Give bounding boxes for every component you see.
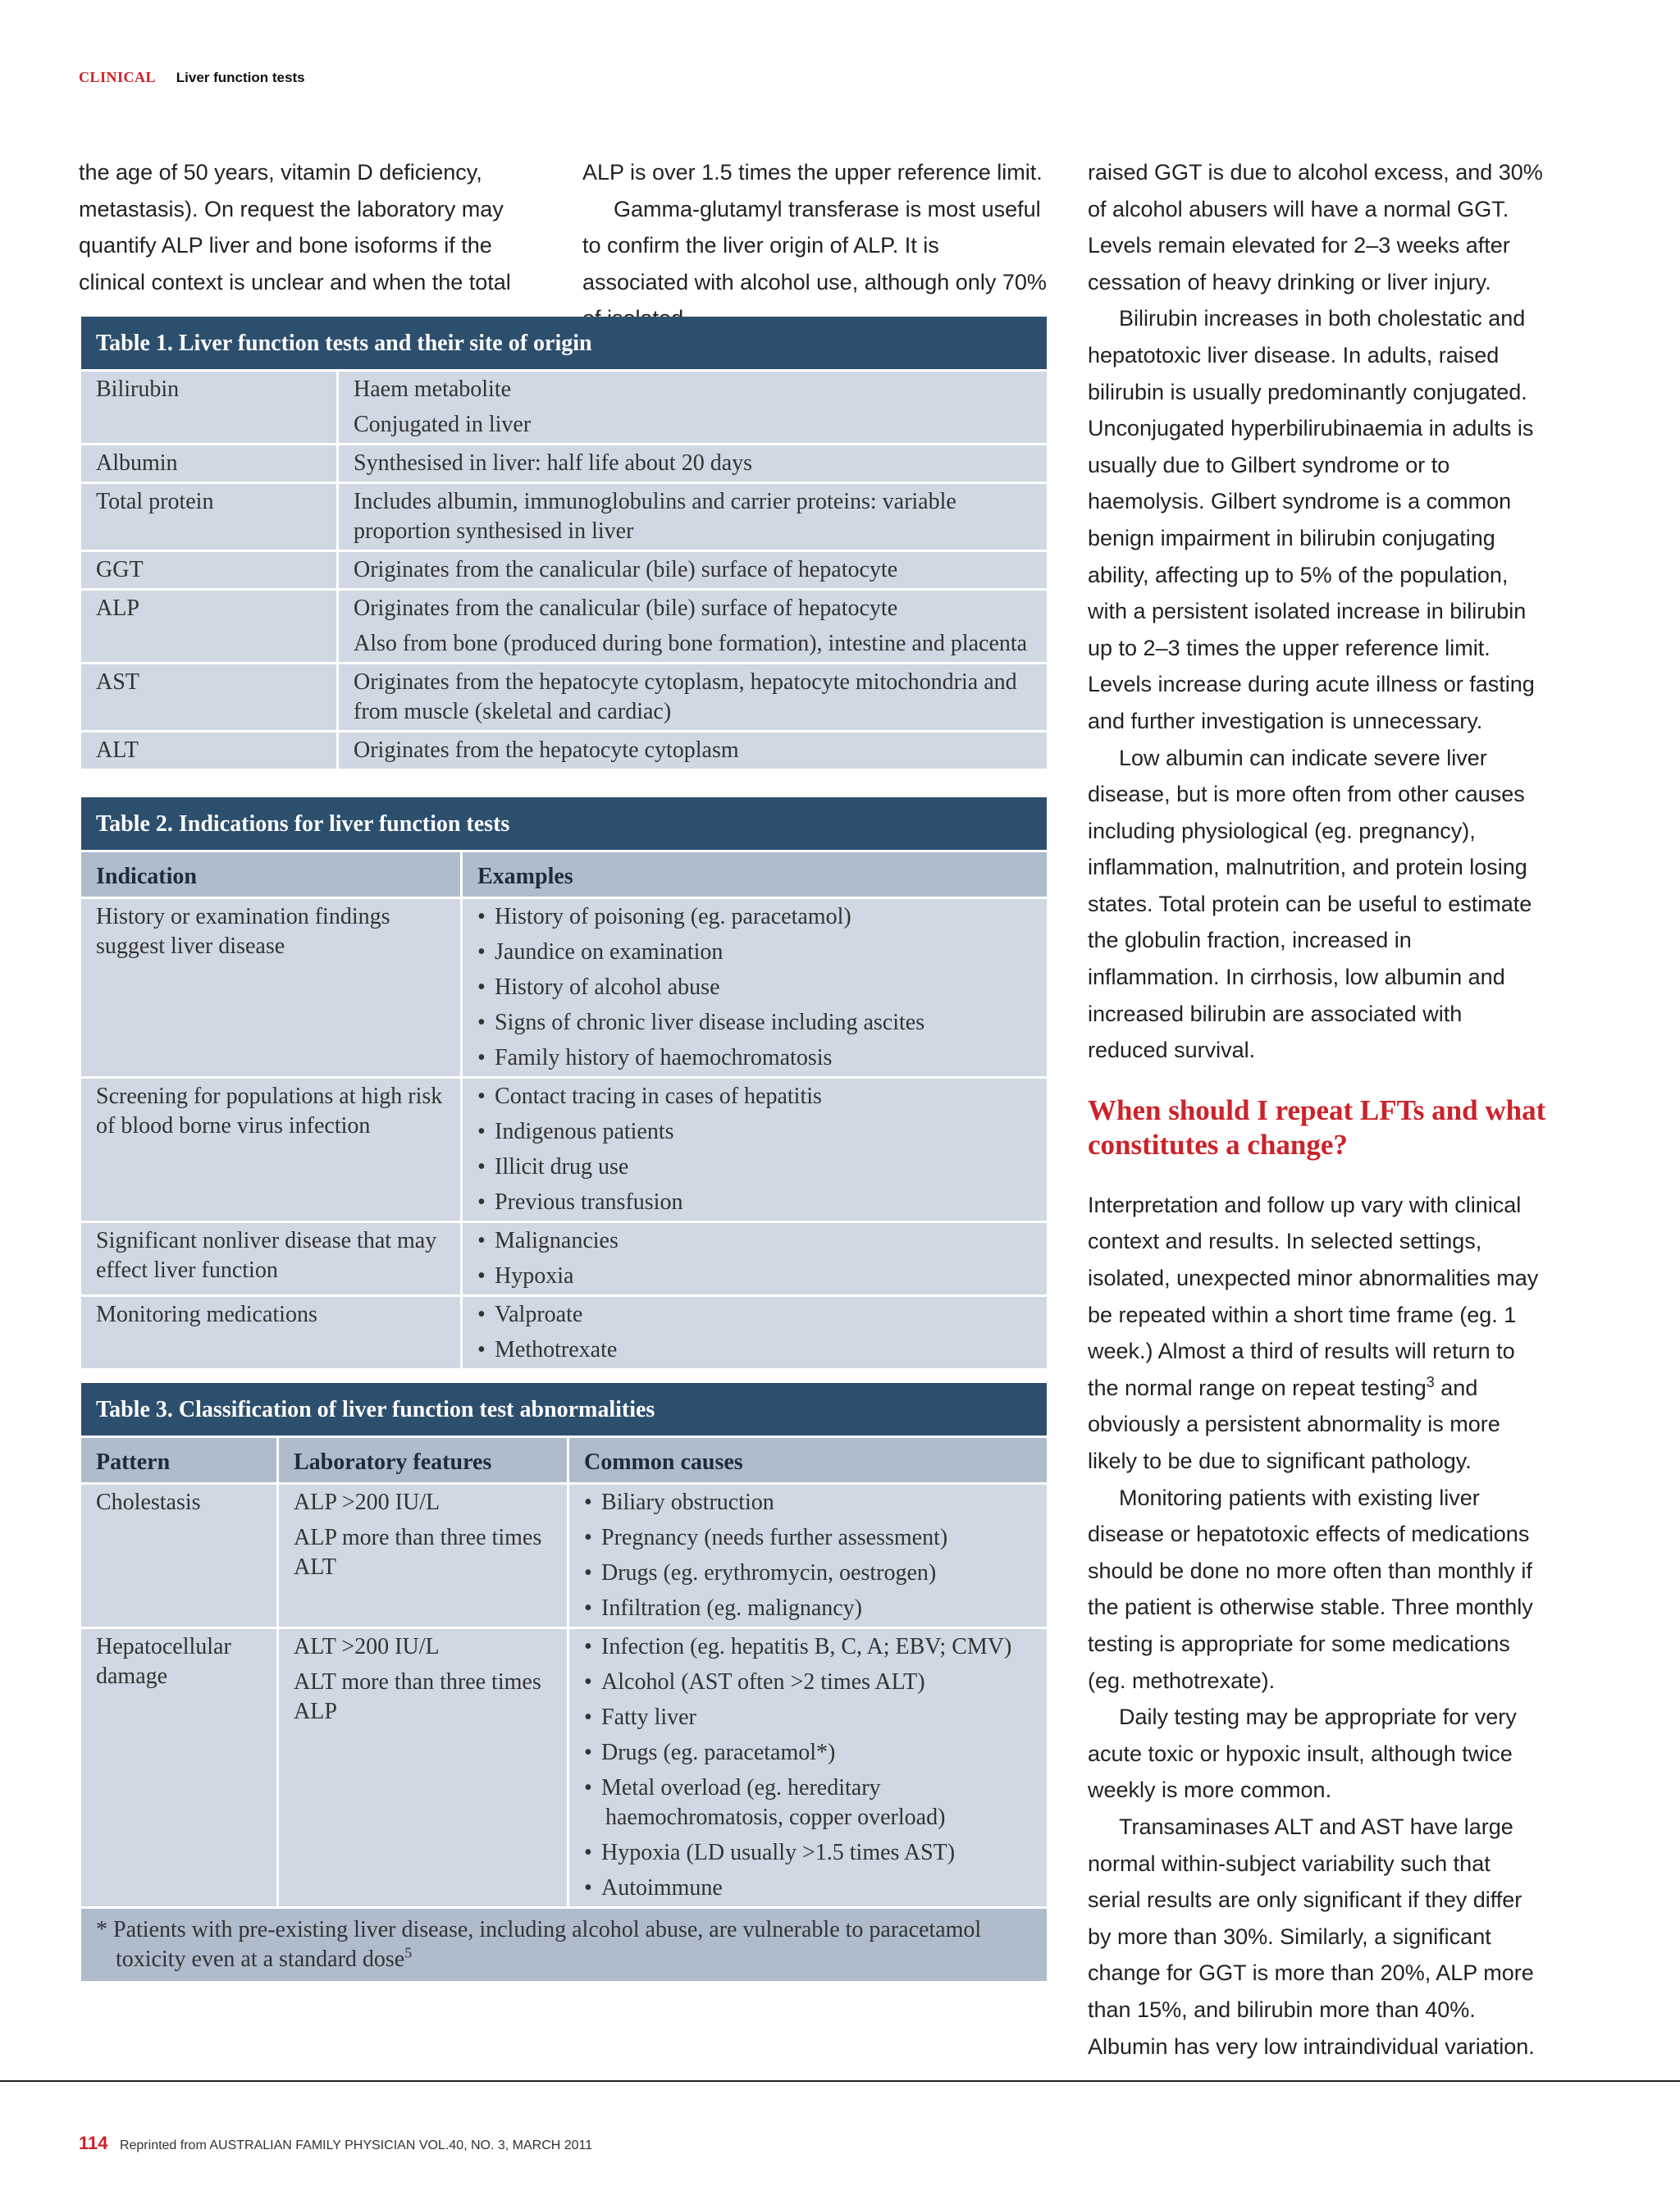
bullet-item: • Previous transfusion xyxy=(477,1189,683,1215)
bullet-text: Signs of chronic liver disease including ascites xyxy=(495,1010,925,1035)
column-header: Examples xyxy=(460,852,1047,897)
bullet-text: Biliary obstruction xyxy=(601,1490,774,1515)
feature-line: ALP more than three times ALT xyxy=(294,1525,542,1580)
paragraph-text: and obviously a persistent abnormality is more likely to be due to significant pathology. xyxy=(1088,1375,1500,1473)
table-row xyxy=(81,662,1047,730)
table-body xyxy=(81,369,1047,769)
section-label: CLINICAL xyxy=(79,69,157,85)
origin-line: Conjugated in liver xyxy=(354,412,532,437)
bullet-text: Hypoxia xyxy=(495,1263,574,1289)
origin-cell xyxy=(336,591,1047,662)
text-column-3 xyxy=(1088,154,1547,2065)
test-name-cell: ALP xyxy=(96,596,139,621)
bullet-text: Contact tracing in cases of hepatitis xyxy=(495,1084,822,1109)
col3-paragraphs-top xyxy=(1088,154,1547,1069)
text-column-2 xyxy=(582,154,1050,337)
running-header xyxy=(79,69,305,86)
bullet-item: • Drugs (eg. erythromycin, oestrogen) xyxy=(584,1560,937,1586)
bullet-text: History of alcohol abuse xyxy=(495,974,720,1000)
bullet-text: Hypoxia (LD usually >1.5 times AST) xyxy=(601,1840,956,1865)
examples-cell xyxy=(460,899,1047,1076)
paragraph: Transaminases ALT and AST have large normal within-subject variability such that serial results are only significant if they differ by more than 30%. Similarly, a significant change for GGT is more than 20%, ALP more than 15%, and bilirubin more than 40%. Albumin has very low intraindividual variation. xyxy=(1088,1814,1535,2059)
paragraph: Bilirubin increases in both cholestatic and hepatotoxic liver disease. In adults, raised bilirubin is usually predominantly conjugated. Unconjugated hyperbilirubinaemia in adults is usually due to Gilbert syndrome or to haemolysis. Gilbert syndrome is a common benign impairment in bilirubin conjugating ability, affecting up to 5% of the population, with a persistent isolated increase in bilirubin up to 2–3 times the upper reference limit. Levels increase during acute illness or fasting and further investigation is unnecessary. xyxy=(1088,306,1535,733)
bullet-text: Previous transfusion xyxy=(495,1189,683,1215)
table-title: Table 1. Liver function tests and their site of origin xyxy=(81,317,1047,369)
origin-line: Originates from the canalicular (bile) surface of hepatocyte xyxy=(354,557,898,582)
running-title: Liver function tests xyxy=(176,70,305,85)
bullet-item: • History of poisoning (eg. paracetamol) xyxy=(477,904,851,929)
column-header: Common causes xyxy=(567,1438,1047,1482)
bullet-item: • Hypoxia xyxy=(477,1263,574,1289)
origin-cell xyxy=(336,664,1047,730)
origin-cell xyxy=(336,372,1047,443)
citation-superscript: 3 xyxy=(1426,1373,1435,1390)
bullet-text: Fatty liver xyxy=(601,1705,696,1730)
table-row xyxy=(81,730,1047,769)
origin-line: Originates from the canalicular (bile) surface of hepatocyte xyxy=(354,596,898,621)
bullet-item: • Biliary obstruction xyxy=(584,1490,774,1515)
bullet-text: Autoimmune xyxy=(601,1875,723,1901)
page-footer xyxy=(79,2133,592,2154)
bullet-item: • Indigenous patients xyxy=(477,1119,674,1144)
origin-line: Haem metabolite xyxy=(354,377,512,402)
origin-cell xyxy=(336,484,1047,550)
test-name-cell: Total protein xyxy=(96,489,214,514)
table-row xyxy=(81,1627,1047,1906)
paragraph: Low albumin can indicate severe liver disease, but is more often from other causes including physiological (eg. pregnancy), inflammation, malnutrition, and protein losing states. Total protein can be useful to estimate the globulin fraction, increased in inflammation. In cirrhosis, low albumin and increased bilirubin are associated with reduced survival. xyxy=(1088,745,1532,1063)
table-row xyxy=(81,550,1047,588)
table-body xyxy=(81,897,1047,1368)
test-name-cell: Albumin xyxy=(96,450,178,476)
bullet-text: Metal overload (eg. hereditary haemochromatosis, copper overload) xyxy=(601,1775,946,1830)
origin-cell xyxy=(336,733,1047,769)
bullet-text: Valproate xyxy=(495,1302,583,1327)
citation-superscript: 5 xyxy=(404,1944,413,1961)
origin-line: Synthesised in liver: half life about 20 days xyxy=(354,450,753,476)
bullet-text: Infiltration (eg. malignancy) xyxy=(601,1595,863,1621)
indication-cell: Significant nonliver disease that may effect liver function xyxy=(96,1228,437,1283)
paragraph: Gamma-glutamyl transferase is most useful to confirm the liver origin of ALP. It is associated with alcohol use, although only 70% xyxy=(582,196,1047,294)
footer-citation: Reprinted from AUSTRALIAN FAMILY PHYSICIAN VOL.40, NO. 3, MARCH 2011 xyxy=(119,2138,593,2152)
bullet-item: • Jaundice on examination xyxy=(477,939,724,965)
bullet-item: • Family history of haemochromatosis xyxy=(477,1045,833,1070)
footnote-text: * Patients with pre-existing liver disease, including alcohol abuse, are vulnerable to paracetamol toxicity even at a standard dose xyxy=(96,1917,982,1972)
causes-cell xyxy=(567,1629,1047,1906)
table-title: Table 2. Indications for liver function tests xyxy=(81,797,1047,850)
indication-cell: Screening for populations at high risk of blood borne virus infection xyxy=(96,1084,443,1139)
table-title: Table 3. Classification of liver function test abnormalities xyxy=(81,1383,1047,1435)
bullet-item: • Methotrexate xyxy=(477,1337,618,1362)
col3-paragraphs-bottom xyxy=(1088,1480,1547,2065)
paragraph-text: Interpretation and follow up vary with clinical context and results. In selected settings, isolated, unexpected minor abnormalities may be repeated within a short time frame (eg. 1 week.) Almost a third of results will return to the normal range on repeat testing xyxy=(1088,1192,1539,1400)
examples-cell xyxy=(460,1223,1047,1294)
pattern-cell: Hepatocellular damage xyxy=(96,1634,231,1689)
bullet-item: • Hypoxia (LD usually >1.5 times AST) xyxy=(584,1840,956,1865)
section-subheading: When should I repeat LFTs and what constitutes a change? xyxy=(1088,1093,1546,1161)
indication-cell: Monitoring medications xyxy=(96,1302,317,1327)
bullet-item: • Drugs (eg. paracetamol*) xyxy=(584,1740,836,1765)
bullet-text: Methotrexate xyxy=(495,1337,618,1362)
bullet-text: Family history of haemochromatosis xyxy=(495,1045,833,1070)
table-row xyxy=(81,897,1047,1076)
table-3 xyxy=(81,1383,1047,1981)
indication-cell: History or examination findings suggest liver disease xyxy=(96,904,390,959)
bullet-text: Illicit drug use xyxy=(495,1154,629,1180)
bullet-text: Drugs (eg. erythromycin, oestrogen) xyxy=(601,1560,937,1586)
paragraph: the age of 50 years, vitamin D deficiency, metastasis). On request the laboratory may quantify ALP liver and bone isoforms if the clinical context is unclear and when the total xyxy=(79,160,511,294)
table-header-row xyxy=(81,1435,1047,1482)
table-row xyxy=(81,482,1047,550)
bullet-text: Malignancies xyxy=(495,1228,619,1253)
footer-rule xyxy=(0,2080,1680,2082)
bullet-item: • Contact tracing in cases of hepatitis xyxy=(477,1084,822,1109)
bullet-text: Pregnancy (needs further assessment) xyxy=(601,1525,948,1550)
origin-line: Includes albumin, immunoglobulins and carrier proteins: variable proportion synthesised in liver xyxy=(354,489,956,544)
column-header: Indication xyxy=(96,864,197,889)
bullet-item: • Signs of chronic liver disease including ascites xyxy=(477,1010,925,1035)
bullet-item: • Malignancies xyxy=(477,1228,619,1253)
bullet-text: Jaundice on examination xyxy=(495,939,724,965)
table-row xyxy=(81,369,1047,443)
test-name-cell: ALT xyxy=(96,737,139,763)
paragraph xyxy=(1088,1187,1547,1480)
bullet-item: • Fatty liver xyxy=(584,1705,696,1730)
pattern-cell: Cholestasis xyxy=(96,1490,201,1515)
table-row xyxy=(81,1076,1047,1221)
page-number: 114 xyxy=(79,2133,108,2153)
test-name-cell: Bilirubin xyxy=(96,377,180,402)
test-name-cell: AST xyxy=(96,669,139,695)
table-row xyxy=(81,588,1047,662)
paragraph: Daily testing may be appropriate for very acute toxic or hypoxic insult, although twice weekly is more common. xyxy=(1088,1705,1517,1803)
origin-line: Also from bone (produced during bone formation), intestine and placenta xyxy=(354,631,1028,656)
paragraph: ALP is over 1.5 times the upper reference limit. xyxy=(582,160,1043,185)
bullet-item: • History of alcohol abuse xyxy=(477,974,720,1000)
origin-cell xyxy=(336,445,1047,482)
origin-line: Originates from the hepatocyte cytoplasm, hepatocyte mitochondria and from muscle (skeletal and cardiac) xyxy=(354,669,1017,724)
table-body xyxy=(81,1482,1047,1906)
bullet-item: • Alcohol (AST often >2 times ALT) xyxy=(584,1669,925,1695)
paragraph: raised GGT is due to alcohol excess, and 30% of alcohol abusers will have a normal GGT. Levels remain elevated for 2–3 weeks after cessation of heavy drinking or liver injury. xyxy=(1088,160,1543,294)
table-footnote xyxy=(81,1906,1047,1981)
table-row xyxy=(81,1482,1047,1627)
features-cell xyxy=(276,1629,567,1906)
feature-line: ALT >200 IU/L xyxy=(294,1634,440,1659)
table-row xyxy=(81,1294,1047,1368)
bullet-text: Infection (eg. hepatitis B, C, A; EBV; CMV) xyxy=(601,1634,1012,1659)
bullet-item: • Pregnancy (needs further assessment) xyxy=(584,1525,948,1550)
bullet-item: • Autoimmune xyxy=(584,1875,723,1901)
feature-line: ALT more than three times ALP xyxy=(294,1669,541,1724)
examples-cell xyxy=(460,1079,1047,1221)
column-header: Pattern xyxy=(96,1449,171,1475)
examples-cell xyxy=(460,1297,1047,1368)
feature-line: ALP >200 IU/L xyxy=(294,1490,441,1515)
table-header-row xyxy=(81,850,1047,897)
bullet-text: History of poisoning (eg. paracetamol) xyxy=(495,904,851,929)
features-cell xyxy=(276,1485,567,1627)
origin-cell xyxy=(336,552,1047,588)
bullet-item: • Metal overload (eg. hereditary haemochromatosis, copper overload) xyxy=(584,1775,946,1830)
table-2 xyxy=(81,797,1047,1368)
table-row xyxy=(81,1221,1047,1294)
bullet-text: Alcohol (AST often >2 times ALT) xyxy=(601,1669,925,1695)
bullet-item: • Valproate xyxy=(477,1302,583,1327)
table-row xyxy=(81,443,1047,482)
table-1 xyxy=(81,317,1047,769)
origin-line: Originates from the hepatocyte cytoplasm xyxy=(354,737,739,763)
causes-cell xyxy=(567,1485,1047,1627)
column-header: Laboratory features xyxy=(276,1438,567,1482)
bullet-item: • Infiltration (eg. malignancy) xyxy=(584,1595,863,1621)
text-column-1 xyxy=(79,154,522,300)
bullet-item: • Infection (eg. hepatitis B, C, A; EBV; CMV) xyxy=(584,1634,1012,1659)
paragraph: Monitoring patients with existing liver disease or hepatotoxic effects of medications should be done no more often than monthly if the patient is otherwise stable. Three monthly testing is appropriate for some medications (eg. methotrexate). xyxy=(1088,1485,1533,1693)
bullet-text: Drugs (eg. paracetamol*) xyxy=(601,1740,836,1765)
bullet-text: Indigenous patients xyxy=(495,1119,674,1144)
test-name-cell: GGT xyxy=(96,557,144,582)
bullet-item: • Illicit drug use xyxy=(477,1154,629,1180)
